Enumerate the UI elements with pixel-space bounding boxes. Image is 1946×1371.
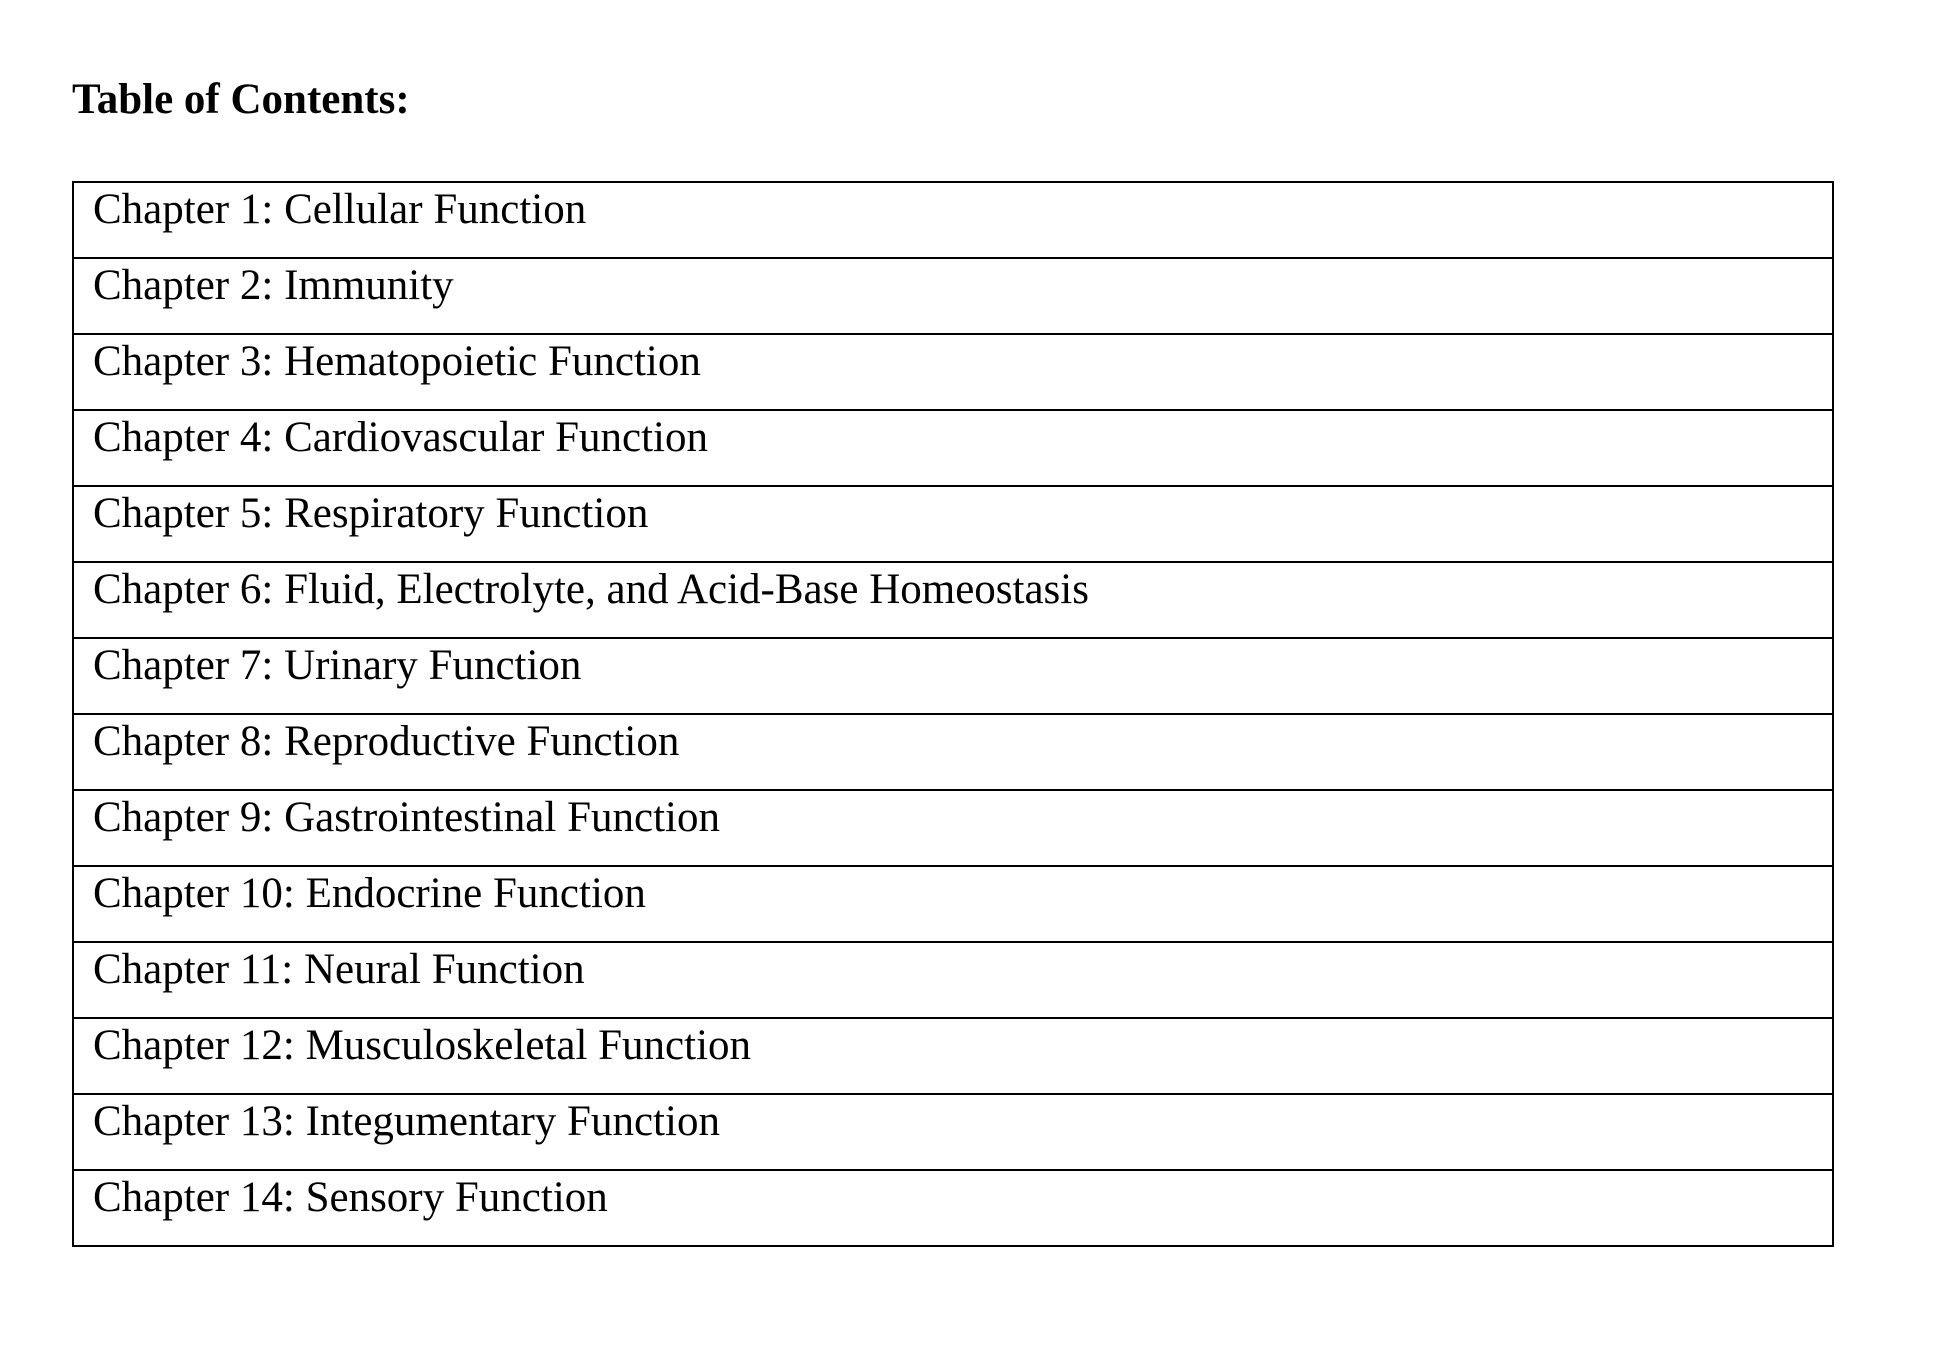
toc-row xyxy=(73,942,1833,1018)
chapter-title: Chapter 6: Fluid, Electrolyte, and Acid-Base Homeostasis xyxy=(93,566,1089,613)
chapter-title: Chapter 1: Cellular Function xyxy=(93,186,587,233)
toc-cell xyxy=(73,1094,1833,1170)
toc-cell xyxy=(73,562,1833,638)
chapter-title: Chapter 3: Hematopoietic Function xyxy=(93,338,701,385)
toc-row xyxy=(73,790,1833,866)
chapter-title: Chapter 8: Reproductive Function xyxy=(93,718,680,765)
chapter-title: Chapter 9: Gastrointestinal Function xyxy=(93,794,720,841)
toc-row xyxy=(73,410,1833,486)
toc-table xyxy=(72,181,1834,1247)
chapter-title: Chapter 10: Endocrine Function xyxy=(93,870,646,917)
toc-cell xyxy=(73,334,1833,410)
toc-row xyxy=(73,714,1833,790)
toc-row xyxy=(73,1094,1833,1170)
toc-cell xyxy=(73,182,1833,258)
toc-cell xyxy=(73,714,1833,790)
toc-cell xyxy=(73,1018,1833,1094)
toc-cell xyxy=(73,258,1833,334)
toc-row xyxy=(73,182,1833,258)
toc-cell xyxy=(73,1170,1833,1246)
toc-cell xyxy=(73,410,1833,486)
toc-row xyxy=(73,1018,1833,1094)
toc-row xyxy=(73,1170,1833,1246)
chapter-title: Chapter 5: Respiratory Function xyxy=(93,490,649,537)
chapter-title: Chapter 11: Neural Function xyxy=(93,946,585,993)
chapter-title: Chapter 13: Integumentary Function xyxy=(93,1098,720,1145)
toc-row xyxy=(73,486,1833,562)
toc-cell xyxy=(73,866,1833,942)
chapter-title: Chapter 2: Immunity xyxy=(93,262,454,309)
chapter-title: Chapter 4: Cardiovascular Function xyxy=(93,414,708,461)
toc-cell xyxy=(73,486,1833,562)
toc-row xyxy=(73,562,1833,638)
toc-row xyxy=(73,334,1833,410)
toc-row xyxy=(73,638,1833,714)
toc-cell xyxy=(73,638,1833,714)
chapter-title: Chapter 7: Urinary Function xyxy=(93,642,582,689)
chapter-title: Chapter 12: Musculoskeletal Function xyxy=(93,1022,752,1069)
chapter-title: Chapter 14: Sensory Function xyxy=(93,1174,608,1221)
toc-row xyxy=(73,258,1833,334)
toc-cell xyxy=(73,942,1833,1018)
toc-heading: Table of Contents: xyxy=(72,76,410,123)
toc-row xyxy=(73,866,1833,942)
toc-cell xyxy=(73,790,1833,866)
